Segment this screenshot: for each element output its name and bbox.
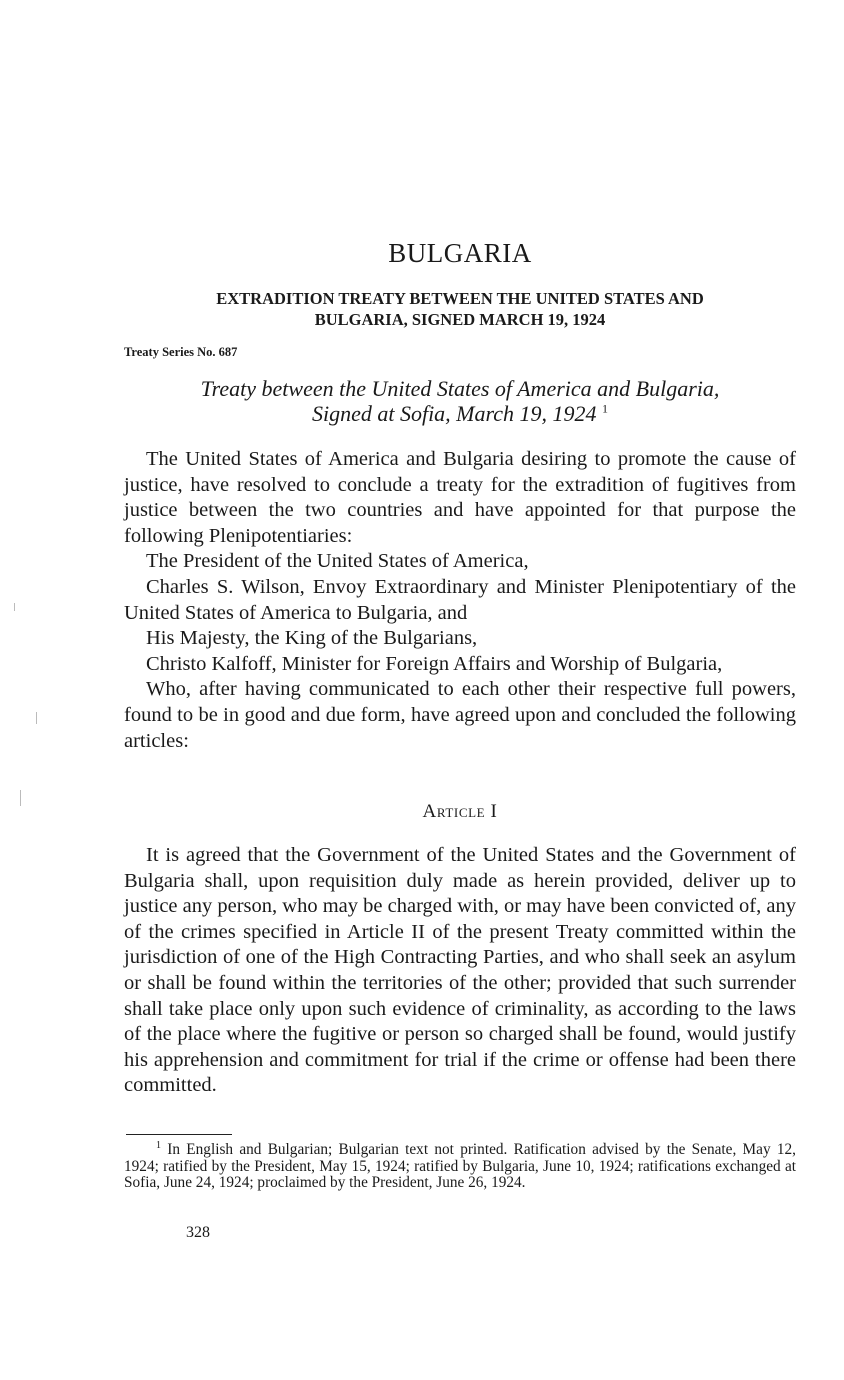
preamble-paragraph: Charles S. Wilson, Envoy Extraordinary and Minister Plenipotentiary of the United States of America to Bulgaria, and [124,575,796,624]
preamble-paragraph: His Majesty, the King of the Bulgarians, [146,627,478,650]
treaty-heading-line-2: Signed at Sofia, March 19, 1924 [311,401,597,426]
treaty-title-line-2: BULGARIA, SIGNED MARCH 19, 1924 [314,310,606,329]
treaty-heading-line-1: Treaty between the United States of America and Bulgaria, [200,376,720,401]
treaty-title-line-1: EXTRADITION TREATY BETWEEN THE UNITED STATES AND [216,289,704,308]
footnote-marker: 1 [156,1139,161,1151]
treaty-heading-line-2-wrap [124,401,796,426]
preamble [124,447,796,754]
country-title: BULGARIA [388,238,532,268]
preamble-paragraph: Christo Kalfoff, Minister for Foreign Affairs and Worship of Bulgaria, [146,652,723,675]
preamble-paragraph: The United States of America and Bulgaria desiring to promote the cause of justice, have resolved to conclude a treaty for the extradition of fugitives from justice between the two countries and have appointed for that purpose the following Plenipotentiaries: [124,448,796,547]
article-body [124,843,796,1099]
treaty-heading [124,376,796,426]
footnote-reference: 1 [602,401,609,416]
treaty-title [124,288,796,330]
footnote [124,1139,796,1192]
article-paragraph: It is agreed that the Government of the United States and the Government of Bulgaria shall, upon requisition duly made as herein provided, deliver up to justice any person, who may be charged with, or may have been convicted of, any of the crimes specified in Article II of the present Treaty committed within the jurisdiction of one of the High Contracting Parties, and who shall seek an asylum or shall be found within the territories of the other; provided that such surrender shall take place only upon such evidence of criminality, as according to the laws of the place where the fugitive or person so charged shall be found, would justify his apprehension and commitment for trial if the crime or offense had been there committed. [124,844,796,1097]
footnote-paragraph [124,1139,796,1192]
footnote-divider [126,1134,232,1135]
page-number: 328 [186,1224,210,1241]
preamble-paragraph: The President of the United States of America, [146,550,529,573]
footnote-text: In English and Bulgarian; Bulgarian text not printed. Ratification advised by the Senate, May 12, 1924; ratified by the President, May 15, 1924; ratified by Bulgaria, June 10, 1924; ratifications exchanged at Sofia, June 24, 1924; proclaimed by the President, June 26, 1924. [124,1141,796,1191]
scan-speck [36,712,37,724]
article-heading: Article I [422,801,498,822]
scan-speck [20,790,21,806]
treaty-series-number: Treaty Series No. 687 [124,345,238,359]
preamble-paragraph: Who, after having communicated to each other their respective full powers, found to be in good and due form, have agreed upon and concluded the following articles: [124,678,796,752]
scan-speck [14,603,15,611]
